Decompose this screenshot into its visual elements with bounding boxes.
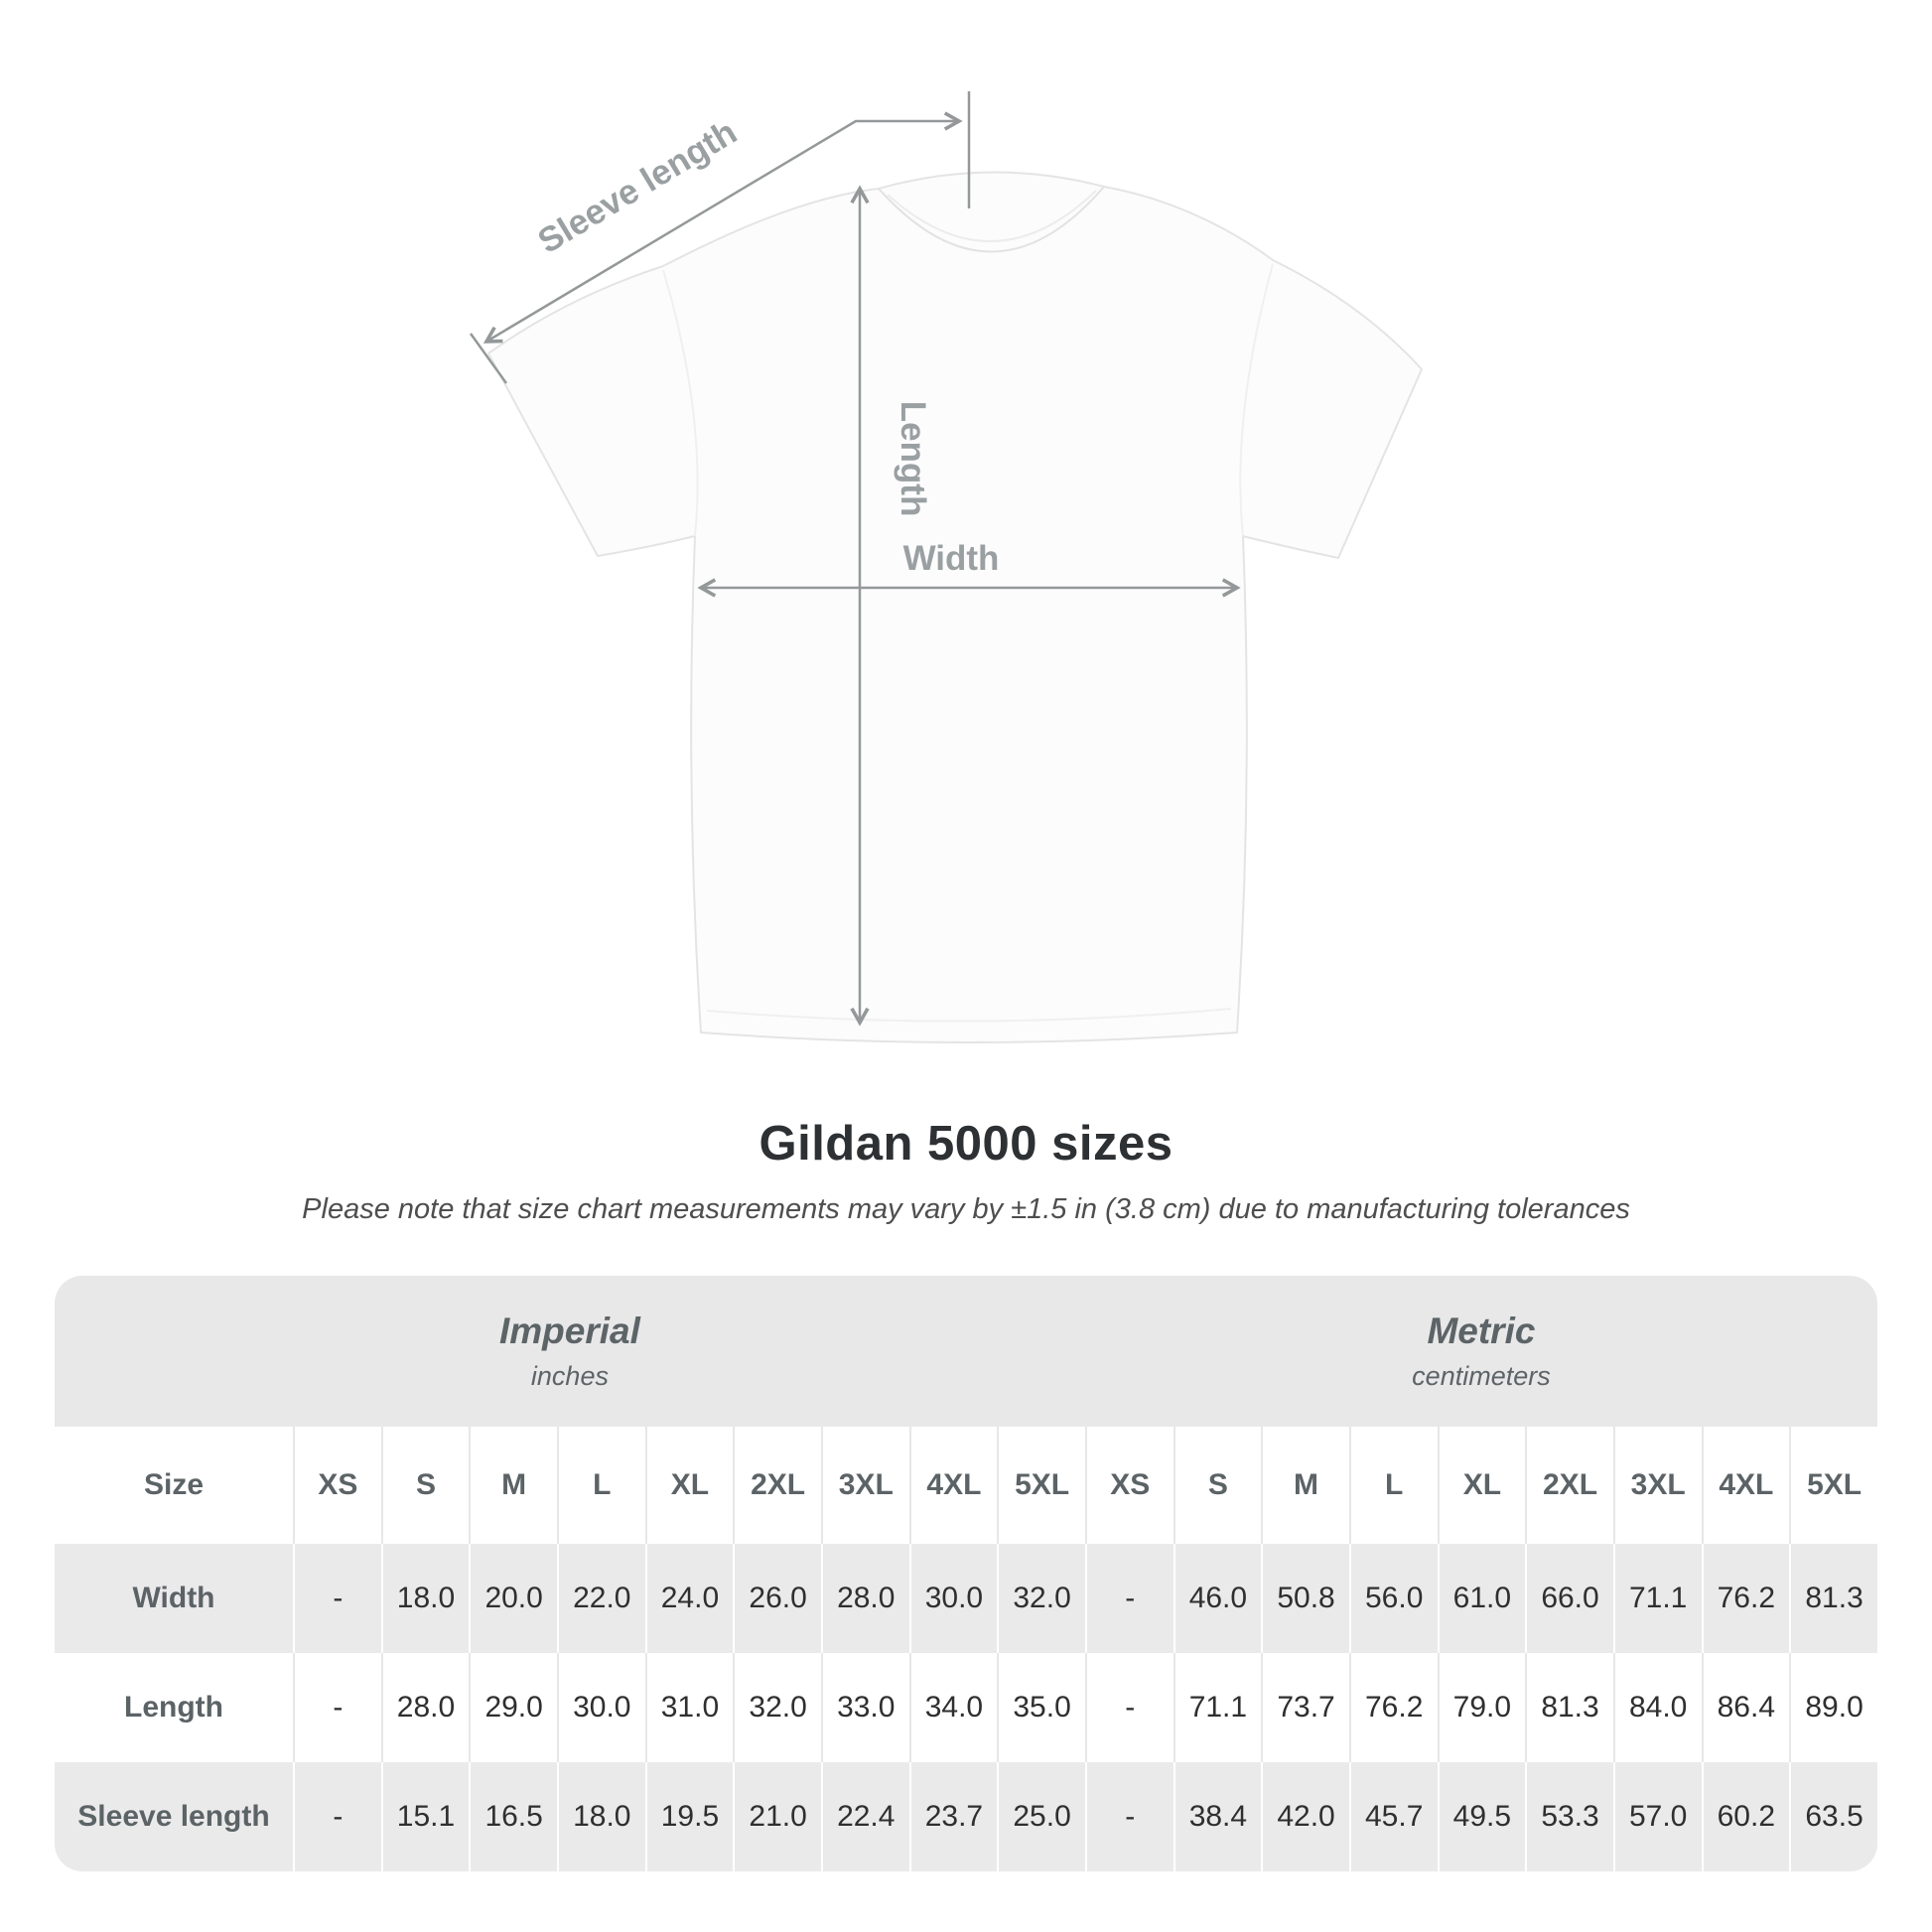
- measurement-value: 21.0: [733, 1762, 821, 1871]
- measurement-value: 46.0: [1173, 1544, 1262, 1653]
- size-header-imperial-m: M: [469, 1427, 557, 1544]
- measurement-value: -: [1085, 1544, 1173, 1653]
- size-header-metric-l: L: [1349, 1427, 1438, 1544]
- measurement-value: 29.0: [469, 1653, 557, 1762]
- size-header-imperial-xs: XS: [293, 1427, 381, 1544]
- measurement-value: 34.0: [909, 1653, 998, 1762]
- size-header-imperial-l: L: [557, 1427, 645, 1544]
- size-header-metric-s: S: [1173, 1427, 1262, 1544]
- measurement-value: -: [293, 1653, 381, 1762]
- metric-section-title: Metric: [1427, 1311, 1536, 1351]
- size-header-row: [55, 1427, 1877, 1544]
- length-label: Length: [894, 400, 932, 517]
- measurement-value: 63.5: [1789, 1762, 1877, 1871]
- measurement-value: 25.0: [997, 1762, 1085, 1871]
- measurement-value: 20.0: [469, 1544, 557, 1653]
- measurement-row-width: [55, 1544, 1877, 1653]
- measurement-value: 35.0: [997, 1653, 1085, 1762]
- measurement-value: 24.0: [645, 1544, 734, 1653]
- measurement-value: 79.0: [1438, 1653, 1526, 1762]
- sleeve-length-label: Sleeve length: [531, 112, 744, 261]
- measurement-value: 57.0: [1613, 1762, 1702, 1871]
- measurement-value: 50.8: [1261, 1544, 1349, 1653]
- measurement-value: 81.3: [1525, 1653, 1613, 1762]
- size-header-metric-xl: XL: [1438, 1427, 1526, 1544]
- metric-section-unit: centimeters: [1412, 1361, 1551, 1391]
- measurement-value: 28.0: [381, 1653, 470, 1762]
- size-header-imperial-2xl: 2XL: [733, 1427, 821, 1544]
- size-header-imperial-s: S: [381, 1427, 470, 1544]
- size-header-metric-2xl: 2XL: [1525, 1427, 1613, 1544]
- size-header-metric-xs: XS: [1085, 1427, 1173, 1544]
- measurement-value: 76.2: [1349, 1653, 1438, 1762]
- measurement-value: 38.4: [1173, 1762, 1262, 1871]
- measurement-value: -: [1085, 1762, 1173, 1871]
- measurement-value: 45.7: [1349, 1762, 1438, 1871]
- measurement-value: 60.2: [1702, 1762, 1790, 1871]
- measurement-value: 84.0: [1613, 1653, 1702, 1762]
- tolerance-note: Please note that size chart measurements may vary by ±1.5 in (3.8 cm) due to manufacturing tolerances: [302, 1193, 1630, 1225]
- measurement-value: 18.0: [381, 1544, 470, 1653]
- measurement-value: 15.1: [381, 1762, 470, 1871]
- size-header-imperial-4xl: 4XL: [909, 1427, 998, 1544]
- imperial-section-header: [55, 1276, 1085, 1427]
- measurement-value: 53.3: [1525, 1762, 1613, 1871]
- size-header-metric-4xl: 4XL: [1702, 1427, 1790, 1544]
- row-label: Width: [55, 1544, 293, 1653]
- measurement-value: 22.4: [821, 1762, 909, 1871]
- measurement-value: 32.0: [997, 1544, 1085, 1653]
- size-header-metric-m: M: [1261, 1427, 1349, 1544]
- measurement-value: 18.0: [557, 1762, 645, 1871]
- measurement-value: 81.3: [1789, 1544, 1877, 1653]
- measurement-value: 89.0: [1789, 1653, 1877, 1762]
- measurement-value: 30.0: [909, 1544, 998, 1653]
- metric-section-header: [1085, 1276, 1877, 1427]
- measurement-value: -: [1085, 1653, 1173, 1762]
- measurement-value: 23.7: [909, 1762, 998, 1871]
- size-header-metric-5xl: 5XL: [1789, 1427, 1877, 1544]
- measurement-value: 28.0: [821, 1544, 909, 1653]
- imperial-section-unit: inches: [530, 1361, 609, 1391]
- units-band-row: [55, 1276, 1877, 1427]
- measurement-value: 26.0: [733, 1544, 821, 1653]
- measurement-value: 31.0: [645, 1653, 734, 1762]
- row-label: Sleeve length: [55, 1762, 293, 1871]
- size-column-header: Size: [55, 1427, 293, 1544]
- size-header-imperial-xl: XL: [645, 1427, 734, 1544]
- measurement-value: -: [293, 1544, 381, 1653]
- size-header-imperial-5xl: 5XL: [997, 1427, 1085, 1544]
- measurement-value: 56.0: [1349, 1544, 1438, 1653]
- measurement-value: 86.4: [1702, 1653, 1790, 1762]
- measurement-value: 71.1: [1173, 1653, 1262, 1762]
- measurement-value: 66.0: [1525, 1544, 1613, 1653]
- page-title: Gildan 5000 sizes: [759, 1117, 1173, 1171]
- measurement-row-length: [55, 1653, 1877, 1762]
- measurement-value: 16.5: [469, 1762, 557, 1871]
- size-table: [55, 1276, 1877, 1871]
- imperial-section-title: Imperial: [499, 1311, 640, 1351]
- size-header-imperial-3xl: 3XL: [821, 1427, 909, 1544]
- measurement-value: 30.0: [557, 1653, 645, 1762]
- measurement-value: 49.5: [1438, 1762, 1526, 1871]
- measurement-value: 42.0: [1261, 1762, 1349, 1871]
- tshirt-image: [488, 172, 1422, 1042]
- row-label: Length: [55, 1653, 293, 1762]
- measurement-value: 61.0: [1438, 1544, 1526, 1653]
- measurement-value: 32.0: [733, 1653, 821, 1762]
- size-header-metric-3xl: 3XL: [1613, 1427, 1702, 1544]
- measurement-value: 22.0: [557, 1544, 645, 1653]
- width-label: Width: [902, 539, 1000, 578]
- measurement-value: 19.5: [645, 1762, 734, 1871]
- measurement-value: -: [293, 1762, 381, 1871]
- measurement-value: 76.2: [1702, 1544, 1790, 1653]
- measurement-value: 71.1: [1613, 1544, 1702, 1653]
- measurement-row-sleeve-length: [55, 1762, 1877, 1871]
- measurement-value: 33.0: [821, 1653, 909, 1762]
- measurement-value: 73.7: [1261, 1653, 1349, 1762]
